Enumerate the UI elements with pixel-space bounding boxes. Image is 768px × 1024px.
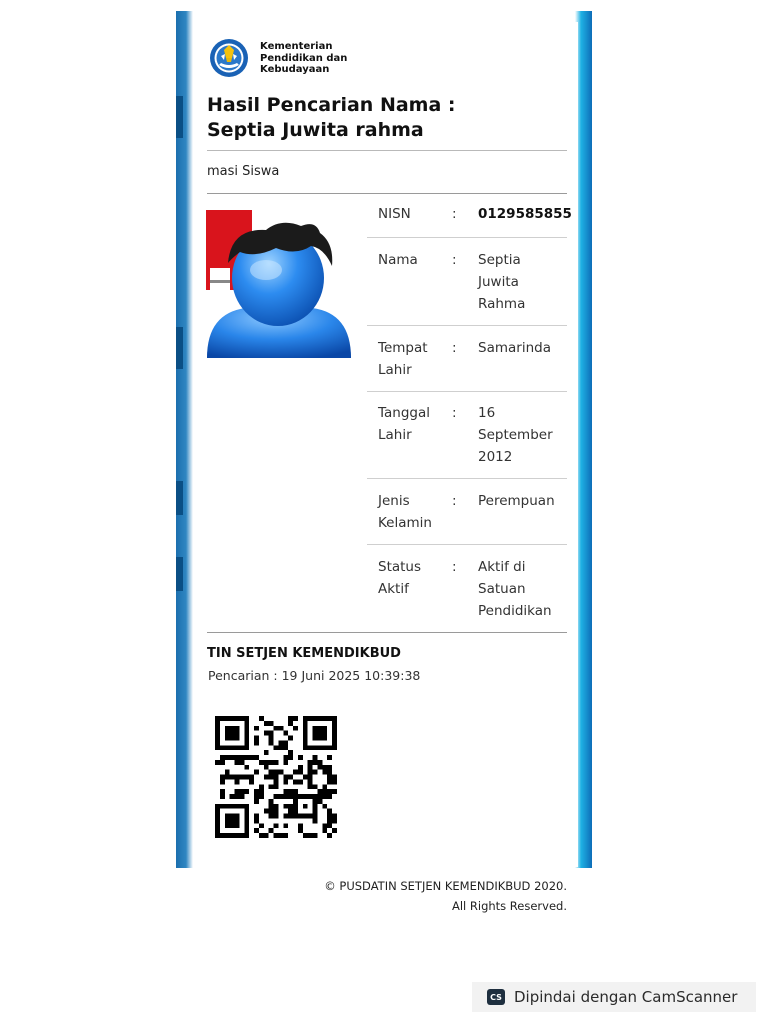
page-title: Hasil Pencarian Nama : Septia Juwita rahma bbox=[207, 94, 456, 141]
field-label: Tanggal Lahir bbox=[378, 405, 431, 443]
divider bbox=[207, 632, 567, 633]
field-separator: : bbox=[452, 206, 457, 222]
field-value: Aktif di Satuan Pendidikan bbox=[478, 559, 552, 619]
camscanner-logo-icon: CS bbox=[487, 989, 505, 1005]
ministry-line: Kementerian bbox=[260, 41, 333, 52]
qr-code-icon[interactable] bbox=[212, 716, 340, 838]
copyright bbox=[324, 876, 567, 916]
user-avatar-icon bbox=[206, 208, 352, 414]
divider bbox=[207, 193, 567, 194]
field-separator: : bbox=[452, 252, 457, 268]
frame-edge-marker bbox=[176, 557, 183, 591]
field-value: 0129585855 bbox=[478, 206, 572, 222]
field-value: Septia Juwita Rahma bbox=[478, 252, 526, 312]
search-timestamp: Pencarian : 19 Juni 2025 10:39:38 bbox=[208, 668, 421, 683]
field-separator: : bbox=[452, 559, 457, 575]
field-separator: : bbox=[452, 340, 457, 356]
footer-organization: TIN SETJEN KEMENDIKBUD bbox=[207, 646, 401, 661]
rights-text: All Rights Reserved. bbox=[451, 899, 567, 913]
info-row-tanggal-lahir bbox=[368, 402, 567, 478]
row-divider bbox=[367, 544, 567, 545]
frame-edge-marker bbox=[176, 327, 183, 369]
tut-wuri-handayani-logo-icon bbox=[208, 38, 250, 78]
row-divider bbox=[367, 391, 567, 392]
ministry-line: Kebudayaan bbox=[260, 64, 330, 75]
field-label: Tempat Lahir bbox=[378, 340, 428, 378]
info-row-jenis-kelamin bbox=[368, 490, 567, 544]
frame-edge-marker bbox=[176, 481, 183, 515]
row-divider bbox=[367, 237, 567, 238]
ministry-name bbox=[260, 41, 347, 76]
info-row-nisn bbox=[368, 203, 572, 237]
camscanner-label: Dipindai dengan CamScanner bbox=[514, 988, 738, 1006]
row-divider bbox=[367, 325, 567, 326]
field-label: Status Aktif bbox=[378, 559, 422, 597]
info-row-status-aktif bbox=[368, 556, 567, 632]
field-value: 16 September 2012 bbox=[478, 405, 553, 465]
field-value: Samarinda bbox=[478, 340, 551, 356]
field-separator: : bbox=[452, 493, 457, 509]
section-label: masi Siswa bbox=[207, 164, 280, 179]
camscanner-watermark bbox=[472, 982, 756, 1012]
field-separator: : bbox=[452, 405, 457, 421]
row-divider bbox=[367, 478, 567, 479]
field-label: Jenis Kelamin bbox=[378, 493, 432, 531]
info-row-nama bbox=[368, 249, 567, 325]
divider bbox=[207, 150, 567, 151]
copyright-text: © PUSDATIN SETJEN KEMENDIKBUD 2020. bbox=[324, 879, 567, 893]
field-label: NISN bbox=[378, 206, 411, 222]
frame-edge-marker bbox=[176, 96, 183, 138]
field-value: Perempuan bbox=[478, 493, 555, 509]
ministry-line: Pendidikan dan bbox=[260, 52, 348, 64]
field-label: Nama bbox=[378, 252, 418, 268]
info-row-tempat-lahir bbox=[368, 337, 567, 391]
